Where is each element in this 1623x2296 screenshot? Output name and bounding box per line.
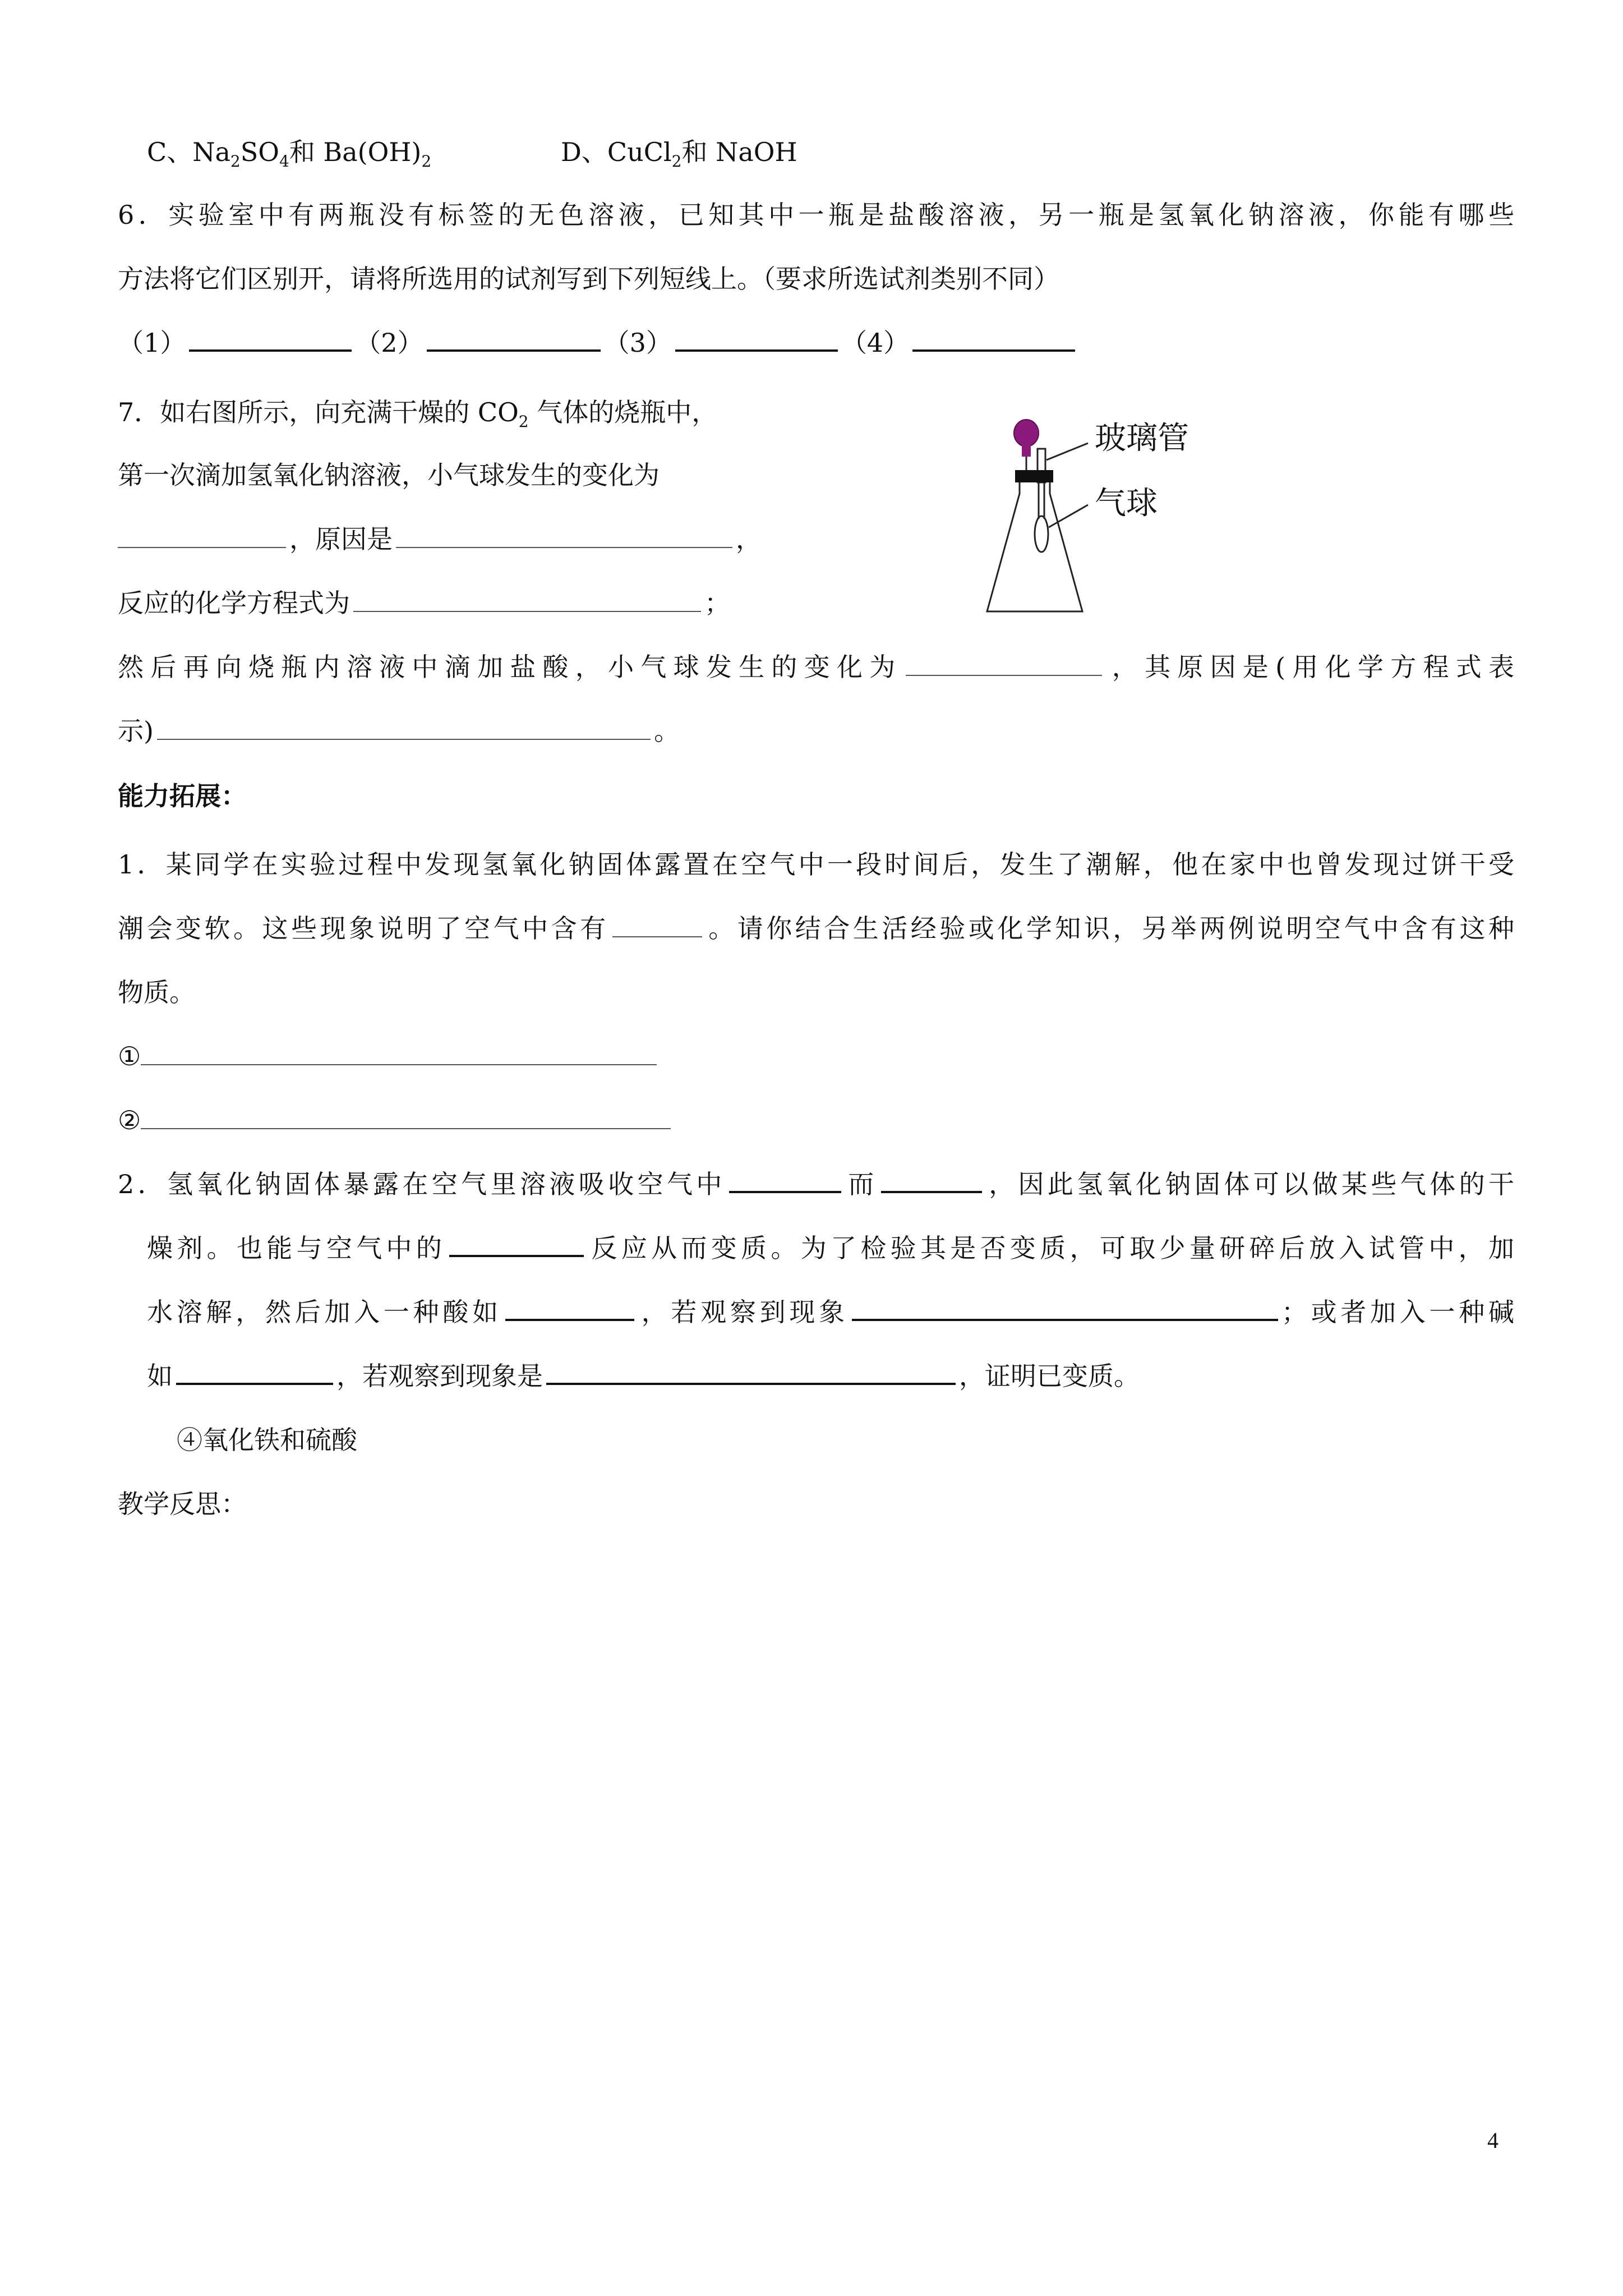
flask-figure [953, 404, 1245, 628]
base-phenomenon-blank[interactable] [546, 1360, 956, 1385]
page-number: 4 [1487, 2128, 1498, 2153]
question-7-line-5: 然后再向烧瓶内溶液中滴加盐酸，小气球发生的变化为 ，其原因是(用化学方程式表 [118, 652, 1515, 682]
iron-oxide-line: ④氧化铁和硫酸 [177, 1425, 357, 1455]
balloon-change-blank[interactable] [118, 524, 286, 548]
balloon [1035, 516, 1048, 552]
question-7-line-3: ，原因是 ， [118, 522, 762, 556]
balloon-label: 气球 [1095, 485, 1158, 522]
expansion-q1-line-2: 潮会变软。这些现象说明了空气中含有 。请你结合生活经验或化学知识，另举两例说明空气中含有这种 [118, 913, 1515, 944]
question-6-line-2: 方法将它们区别开，请将所选用的试剂写到下列短线上。（要求所选试剂类别不同） [118, 264, 1059, 294]
option-d: D、CuCl$_2$和 NaOH [561, 137, 797, 171]
stopper [1015, 470, 1053, 482]
question-7-line-6: 示) 。 [118, 716, 680, 746]
question-7-line-2: 第一次滴加氢氧化钠溶液，小气球发生的变化为 [118, 460, 660, 490]
flask-outline [987, 482, 1082, 611]
acid-blank[interactable] [505, 1296, 634, 1321]
teaching-reflection: 教学反思： [118, 1489, 247, 1519]
example-1-line: ① [118, 1039, 660, 1074]
reason-blank[interactable] [396, 524, 732, 548]
second-change-blank[interactable] [906, 652, 1102, 676]
dropper-neck [1022, 444, 1031, 457]
option-c: C、$Na_2SO_4$和 $Ba(OH)_2$ [147, 137, 432, 171]
question-7-line-1: 7．如右图所示，向充满干燥的 $CO_2$ 气体的烧瓶中， [118, 397, 718, 431]
react-with-blank[interactable] [449, 1232, 584, 1257]
acid-phenomenon-blank[interactable] [852, 1296, 1278, 1321]
question-6-line-1: 6．实验室中有两瓶没有标签的无色溶液，已知其中一瓶是盐酸溶液，另一瓶是氢氧化钠溶液，你能有哪些 [118, 200, 1514, 230]
option-c-d-line [147, 135, 797, 171]
result-blank[interactable] [881, 1168, 982, 1193]
glass-tube-label: 玻璃管 [1095, 420, 1189, 457]
second-equation-blank[interactable] [157, 716, 651, 740]
absorb-blank[interactable] [729, 1168, 841, 1193]
expansion-q2-line-4: 如 ，若观察到现象是 ，证明已变质。 [147, 1361, 1140, 1391]
answer-blank-1[interactable] [189, 327, 352, 352]
air-content-blank[interactable] [612, 914, 702, 937]
expansion-q2-line-2: 燥剂。也能与空气中的 反应从而变质。为了检验其是否变质，可取少量研碎后放入试管中，加 [147, 1233, 1515, 1263]
answer-blank-2[interactable] [427, 327, 601, 352]
expansion-q2-line-3: 水溶解，然后加入一种酸如 ，若观察到现象 ；或者加入一种碱 [147, 1297, 1515, 1327]
question-7-line-4: 反应的化学方程式为 ； [118, 588, 730, 618]
base-blank[interactable] [176, 1360, 333, 1385]
example-2-blank[interactable] [141, 1106, 671, 1129]
answer-blank-3[interactable] [675, 327, 838, 352]
example-2-line: ② [118, 1103, 674, 1138]
example-1-blank[interactable] [141, 1042, 657, 1065]
expansion-q1-line-3: 物质。 [118, 977, 195, 1007]
tube-leader-line [1046, 443, 1088, 460]
expansion-q1-line-1: 1．某同学在实验过程中发现氢氧化钠固体露置在空气中一段时间后，发生了潮解，他在家中也曾发现过饼干受 [118, 849, 1514, 880]
equation-blank[interactable] [353, 588, 701, 612]
dropper-bulb [1014, 420, 1039, 447]
section-heading-ability: 能力拓展： [118, 781, 247, 811]
answer-blank-4[interactable] [912, 327, 1075, 352]
expansion-q2-line-1: 2．氢氧化钠固体暴露在空气里溶液吸收空气中 而 ，因此氢氧化钠固体可以做某些气体的干 [118, 1169, 1515, 1199]
question-6-answers: （1） （2） （3） （4） [118, 325, 1078, 360]
